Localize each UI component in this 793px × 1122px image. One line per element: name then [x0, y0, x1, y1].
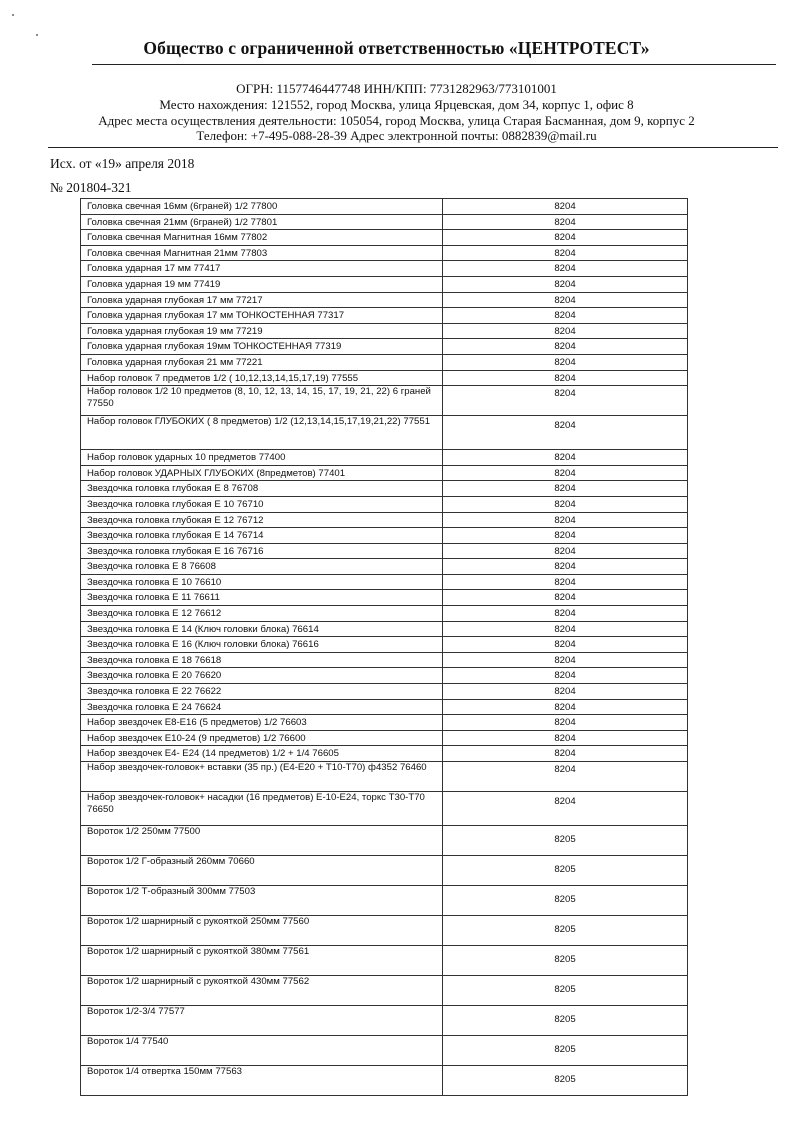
tn-ved-code-cell: 8205 — [554, 894, 576, 905]
tn-ved-code-cell: 8205 — [554, 1074, 576, 1085]
table-row — [81, 700, 687, 716]
product-name-cell: Звездочка головка Е 12 76612 — [81, 606, 443, 621]
tn-ved-code-cell: 8204 — [554, 310, 576, 322]
table-row — [81, 261, 687, 277]
product-name-cell: Головка ударная глубокая 19мм ТОНКОСТЕННАЯ 77319 — [81, 339, 443, 354]
tn-ved-code-cell: 8204 — [554, 576, 576, 588]
tn-ved-code-cell: 8204 — [554, 420, 576, 432]
tn-ved-code-cell: 8204 — [554, 325, 576, 337]
table-row — [81, 339, 687, 355]
table-row — [81, 684, 687, 700]
ogrn-line: ОГРН: 1157746447748 ИНН/КПП: 7731282963/773101001 — [236, 81, 557, 96]
table-row — [81, 1036, 687, 1066]
tn-ved-code-cell: 8204 — [554, 732, 576, 744]
table-row — [81, 731, 687, 747]
contacts-line: Телефон: +7-495-088-28-39 Адрес электронной почты: 0882839@mail.ru — [196, 128, 597, 143]
tn-ved-code-cell: 8204 — [554, 623, 576, 635]
tn-ved-code-cell: 8205 — [554, 924, 576, 935]
product-name-cell: Звездочка головка Е 24 76624 — [81, 700, 443, 715]
product-name-cell: Набор звездочек-головок+ насадки (16 предметов) Е-10-Е24, торкс Т30-Т70 76650 — [81, 792, 443, 825]
product-name-cell: Головка ударная 19 мм 77419 — [81, 277, 443, 292]
product-name-cell: Звездочка головка Е 22 76622 — [81, 684, 443, 699]
product-name-cell: Звездочка головка глубокая Е 16 76716 — [81, 544, 443, 559]
product-name-cell: Набор звездочек Е10-24 (9 предметов) 1/2 76600 — [81, 731, 443, 746]
tn-ved-code-cell: 8204 — [554, 686, 576, 698]
tn-ved-code-cell: 8204 — [554, 545, 576, 557]
product-name-cell: Вороток 1/2 шарнирный с рукояткой 250мм 77560 — [81, 916, 443, 945]
product-name-cell: Набор головок 1/2 10 предметов (8, 10, 12, 13, 14, 15, 17, 19, 21, 22) 6 граней 77550 — [81, 386, 443, 415]
product-name-cell: Вороток 1/4 77540 — [81, 1036, 443, 1065]
product-name-cell: Звездочка головка глубокая Е 14 76714 — [81, 528, 443, 543]
codes-table — [80, 198, 688, 1096]
table-row — [81, 497, 687, 513]
outgoing-reference: Исх. от «19» апреля 2018 — [50, 156, 195, 171]
table-row — [81, 293, 687, 309]
product-name-cell: Набор звездочек Е8-Е16 (5 предметов) 1/2 76603 — [81, 715, 443, 730]
table-row — [81, 386, 687, 416]
table-row — [81, 606, 687, 622]
tn-ved-code-cell: 8204 — [554, 670, 576, 682]
table-row — [81, 246, 687, 262]
tn-ved-code-cell: 8204 — [554, 232, 576, 244]
tn-ved-code-cell: 8205 — [554, 1044, 576, 1055]
product-name-cell: Набор звездочек-головок+ вставки (35 пр.) (Е4-Е20 + Т10-Т70) ф4352 76460 — [81, 762, 443, 791]
tn-ved-code-cell: 8204 — [554, 294, 576, 306]
table-row — [81, 746, 687, 762]
product-name-cell: Вороток 1/2 Т-образный 300мм 77503 — [81, 886, 443, 915]
product-name-cell: Звездочка головка глубокая Е 8 76708 — [81, 481, 443, 496]
table-row — [81, 976, 687, 1006]
tn-ved-code-cell: 8204 — [554, 561, 576, 573]
table-row — [81, 715, 687, 731]
tn-ved-code-cell: 8204 — [554, 530, 576, 542]
tn-ved-code-cell: 8204 — [554, 216, 576, 228]
table-row — [81, 590, 687, 606]
table-row — [81, 324, 687, 340]
scan-speck — [12, 14, 14, 16]
product-name-cell: Звездочка головка Е 8 76608 — [81, 559, 443, 574]
product-name-cell: Вороток 1/4 отвертка 150мм 77563 — [81, 1066, 443, 1095]
table-row — [81, 856, 687, 886]
table-row — [81, 762, 687, 792]
product-name-cell: Набор головок 7 предметов 1/2 ( 10,12,13,14,15,17,19) 77555 — [81, 371, 443, 386]
table-row — [81, 513, 687, 529]
tn-ved-code-cell: 8204 — [554, 498, 576, 510]
product-name-cell: Набор головок ударных 10 предметов 77400 — [81, 450, 443, 465]
tn-ved-code-cell: 8204 — [554, 608, 576, 620]
product-name-cell: Набор звездочек Е4- Е24 (14 предметов) 1/2 + 1/4 76605 — [81, 746, 443, 761]
product-name-cell: Звездочка головка Е 16 (Ключ головки блока) 76616 — [81, 637, 443, 652]
header-bottom-rule — [48, 147, 778, 148]
tn-ved-code-cell: 8204 — [554, 717, 576, 729]
tn-ved-code-cell: 8204 — [554, 278, 576, 290]
table-row — [81, 653, 687, 669]
product-name-cell: Головка свечная Магнитная 16мм 77802 — [81, 230, 443, 245]
table-row — [81, 215, 687, 231]
product-name-cell: Головка ударная глубокая 17 мм ТОНКОСТЕННАЯ 77317 — [81, 308, 443, 323]
table-row — [81, 668, 687, 684]
tn-ved-code-cell: 8204 — [554, 796, 576, 807]
table-row — [81, 946, 687, 976]
tn-ved-code-cell: 8205 — [554, 954, 576, 965]
product-name-cell: Головка ударная глубокая 17 мм 77217 — [81, 293, 443, 308]
product-name-cell: Звездочка головка Е 10 76610 — [81, 575, 443, 590]
product-name-cell: Вороток 1/2 шарнирный с рукояткой 380мм 77561 — [81, 946, 443, 975]
tn-ved-code-cell: 8205 — [554, 1014, 576, 1025]
tn-ved-code-cell: 8204 — [554, 356, 576, 368]
location-line: Место нахождения: 121552, город Москва, улица Ярцевская, дом 34, корпус 1, офис 8 — [159, 97, 634, 112]
tn-ved-code-cell: 8204 — [554, 701, 576, 713]
table-row — [81, 481, 687, 497]
product-name-cell: Вороток 1/2 шарнирный с рукояткой 430мм 77562 — [81, 976, 443, 1005]
tn-ved-code-cell: 8205 — [554, 864, 576, 875]
tn-ved-code-cell: 8204 — [554, 654, 576, 666]
table-row — [81, 355, 687, 371]
product-name-cell: Звездочка головка глубокая Е 12 76712 — [81, 513, 443, 528]
table-row — [81, 277, 687, 293]
table-row — [81, 916, 687, 946]
activity-address-line: Адрес места осуществления деятельности: 105054, город Москва, улица Старая Басманная, дом 9, корпус 2 — [98, 113, 695, 128]
product-name-cell: Вороток 1/2-3/4 77577 — [81, 1006, 443, 1035]
tn-ved-code-cell: 8204 — [554, 247, 576, 259]
product-name-cell: Звездочка головка Е 20 76620 — [81, 668, 443, 683]
table-row — [81, 826, 687, 856]
product-name-cell: Головка ударная глубокая 19 мм 77219 — [81, 324, 443, 339]
product-name-cell: Головка ударная глубокая 21 мм 77221 — [81, 355, 443, 370]
product-name-cell: Звездочка головка глубокая Е 10 76710 — [81, 497, 443, 512]
scan-speck — [36, 34, 38, 36]
product-name-cell: Звездочка головка Е 18 76618 — [81, 653, 443, 668]
table-row — [81, 622, 687, 638]
tn-ved-code-cell: 8204 — [554, 483, 576, 495]
tn-ved-code-cell: 8204 — [554, 592, 576, 604]
table-row — [81, 371, 687, 387]
tn-ved-code-cell: 8204 — [554, 263, 576, 275]
company-name: Общество с ограниченной ответственностью «ЦЕНТРОТЕСТ» — [143, 38, 650, 58]
table-row — [81, 1006, 687, 1036]
tn-ved-code-cell: 8204 — [554, 748, 576, 760]
table-row — [81, 416, 687, 450]
tn-ved-code-cell: 8204 — [554, 467, 576, 479]
tn-ved-code-cell: 8204 — [554, 514, 576, 526]
table-row — [81, 575, 687, 591]
tn-ved-code-cell: 8204 — [554, 372, 576, 384]
tn-ved-code-cell: 8204 — [554, 639, 576, 651]
table-row — [81, 528, 687, 544]
product-name-cell: Набор головок УДАРНЫХ ГЛУБОКИХ (8предметов) 77401 — [81, 466, 443, 481]
product-name-cell: Звездочка головка Е 14 (Ключ головки блока) 76614 — [81, 622, 443, 637]
tn-ved-code-cell: 8204 — [554, 388, 576, 400]
tn-ved-code-cell: 8204 — [554, 764, 576, 775]
table-row — [81, 1066, 687, 1096]
product-name-cell: Головка свечная Магнитная 21мм 77803 — [81, 246, 443, 261]
tn-ved-code-cell: 8204 — [554, 201, 576, 212]
table-row — [81, 792, 687, 826]
document-number: № 201804-321 — [50, 180, 132, 195]
tn-ved-code-cell: 8204 — [554, 341, 576, 353]
product-name-cell: Головка свечная 21мм (6граней) 1/2 77801 — [81, 215, 443, 230]
table-row — [81, 886, 687, 916]
table-row — [81, 308, 687, 324]
table-row — [81, 230, 687, 246]
product-name-cell: Вороток 1/2 Г-образный 260мм 70660 — [81, 856, 443, 885]
product-name-cell: Вороток 1/2 250мм 77500 — [81, 826, 443, 855]
table-row — [81, 637, 687, 653]
table-row — [81, 199, 687, 215]
table-row — [81, 450, 687, 466]
tn-ved-code-cell: 8205 — [554, 984, 576, 995]
table-row — [81, 544, 687, 560]
tn-ved-code-cell: 8205 — [554, 834, 576, 845]
product-name-cell: Головка ударная 17 мм 77417 — [81, 261, 443, 276]
product-name-cell: Головка свечная 16мм (6граней) 1/2 77800 — [81, 199, 443, 214]
header-rule — [92, 64, 776, 65]
product-name-cell: Набор головок ГЛУБОКИХ ( 8 предметов) 1/2 (12,13,14,15,17,19,21,22) 77551 — [81, 416, 443, 449]
tn-ved-code-cell: 8204 — [554, 452, 576, 464]
product-name-cell: Звездочка головка Е 11 76611 — [81, 590, 443, 605]
table-row — [81, 466, 687, 482]
table-row — [81, 559, 687, 575]
